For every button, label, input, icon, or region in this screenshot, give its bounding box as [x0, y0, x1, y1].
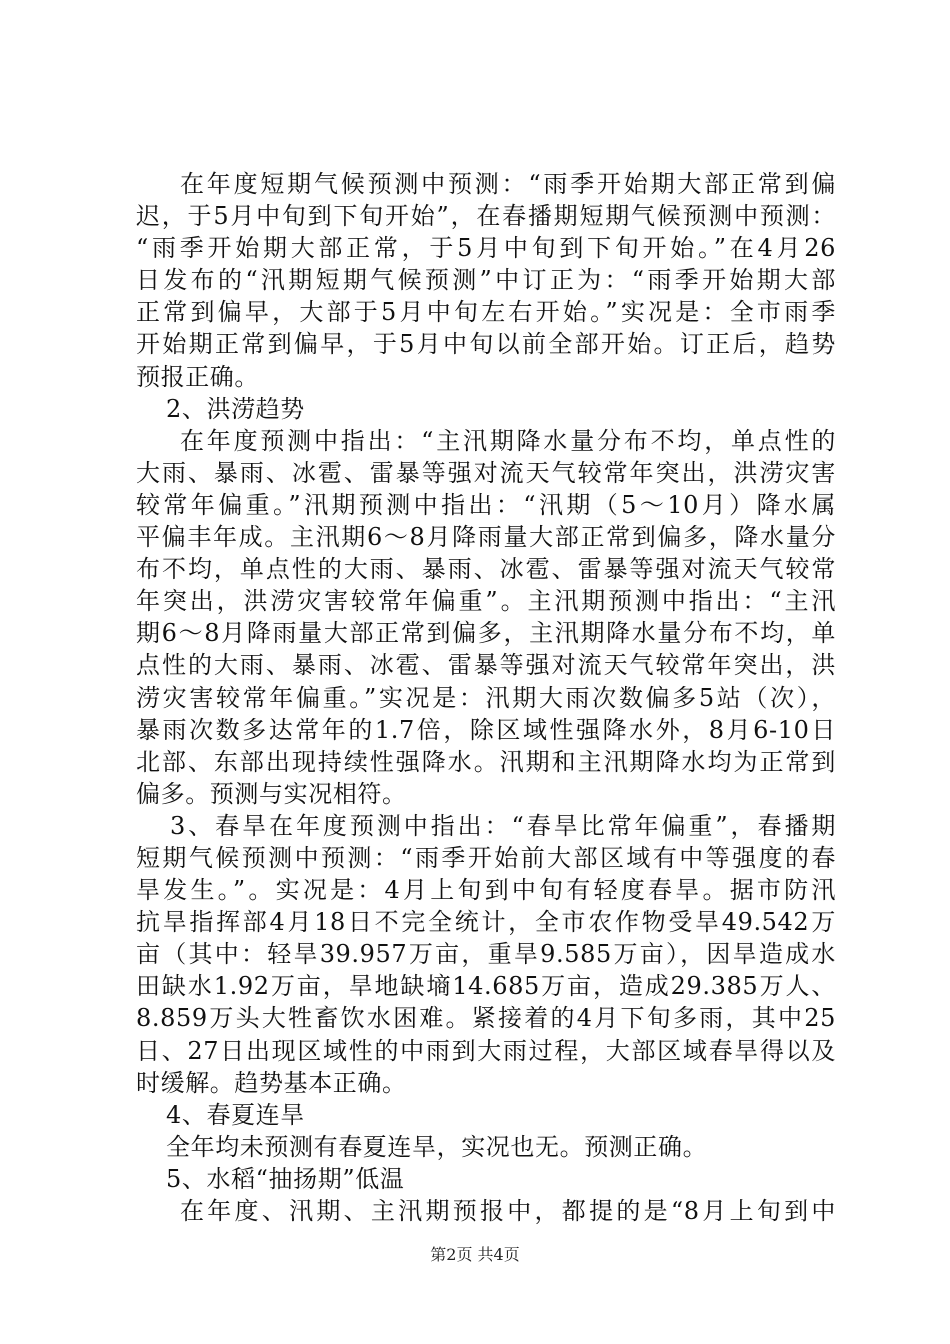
paragraph-line: 较常年偏重。”汛期预测中指出：“汛期（5～10月）降水属	[136, 490, 836, 519]
paragraph-line: 年突出，洪涝灾害较常年偏重”。主汛期预测中指出：“主汛	[136, 587, 836, 616]
paragraph-line: 日、27日出现区域性的中雨到大雨过程，大部区域春旱得以及	[136, 1036, 836, 1065]
paragraph-line: 3、春旱在年度预测中指出：“春旱比常年偏重”，春播期	[170, 811, 836, 840]
paragraph-line: 亩（其中：轻旱39.957万亩，重旱9.585万亩），因旱造成水	[136, 940, 836, 969]
paragraph-line: 偏多。预测与实况相符。	[136, 779, 407, 808]
paragraph-line: 日发布的“汛期短期气候预测”中订正为：“雨季开始期大部	[136, 266, 836, 295]
page-footer: 第2页 共4页	[430, 1245, 520, 1264]
paragraph-line: 8.859万头大牲畜饮水困难。紧接着的4月下旬多雨，其中25	[136, 1004, 836, 1033]
paragraph-line: 田缺水1.92万亩，旱地缺墒14.685万亩，造成29.385万人、	[136, 972, 836, 1001]
paragraph-line: 大雨、暴雨、冰雹、雷暴等强对流天气较常年突出，洪涝灾害	[136, 458, 836, 487]
paragraph-line: 在年度短期气候预测中预测：“雨季开始期大部正常到偏	[180, 170, 836, 198]
paragraph-line: 期6～8月降雨量大部正常到偏多，主汛期降水量分布不均，单	[136, 619, 836, 648]
section-heading: 4、春夏连旱	[166, 1100, 305, 1129]
paragraph-line: 时缓解。趋势基本正确。	[136, 1068, 407, 1097]
paragraph-line: 在年度、汛期、主汛期预报中，都提的是“8月上旬到中	[180, 1197, 836, 1225]
paragraph-line: 预报正确。	[136, 362, 259, 391]
paragraph-line: 正常到偏早，大部于5月中旬左右开始。”实况是：全市雨季	[136, 298, 836, 327]
paragraph-line: 涝灾害较常年偏重。”实况是：汛期大雨次数偏多5站（次），	[136, 683, 836, 712]
paragraph-line: 在年度预测中指出：“主汛期降水量分布不均，单点性的	[180, 426, 836, 455]
section-heading: 2、洪涝趋势	[166, 394, 305, 423]
paragraph-line: 迟，于5月中旬到下旬开始”，在春播期短期气候预测中预测：	[136, 202, 836, 231]
paragraph-line: 全年均未预测有春夏连旱，实况也无。预测正确。	[166, 1132, 708, 1161]
paragraph-line: 抗旱指挥部4月18日不完全统计，全市农作物受旱49.542万	[136, 908, 836, 937]
paragraph-line: 平偏丰年成。主汛期6～8月降雨量大部正常到偏多，降水量分	[136, 523, 836, 552]
paragraph-line: 旱发生。”。实况是：4月上旬到中旬有轻度春旱。据市防汛	[136, 876, 836, 905]
document-body	[136, 168, 836, 1227]
paragraph-line: 开始期正常到偏早，于5月中旬以前全部开始。订正后，趋势	[136, 330, 836, 359]
paragraph-line: 北部、东部出现持续性强降水。汛期和主汛期降水均为正常到	[136, 747, 836, 776]
paragraph-line: 暴雨次数多达常年的1.7倍，除区域性强降水外，8月6-10日	[136, 715, 836, 744]
paragraph-line: 短期气候预测中预测：“雨季开始前大部区域有中等强度的春	[136, 843, 836, 872]
paragraph-line: 布不均，单点性的大雨、暴雨、冰雹、雷暴等强对流天气较常	[136, 555, 836, 584]
section-heading: 5、水稻“抽扬期”低温	[166, 1164, 405, 1193]
paragraph-line: 点性的大雨、暴雨、冰雹、雷暴等强对流天气较常年突出，洪	[136, 651, 836, 680]
paragraph-line: “雨季开始期大部正常，于5月中旬到下旬开始。”在4月26	[136, 234, 836, 263]
